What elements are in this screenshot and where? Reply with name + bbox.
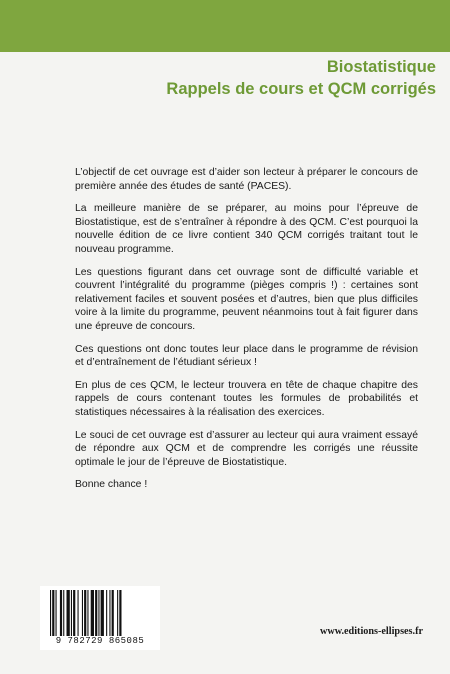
paragraph-revision: Ces questions ont donc toutes leur place dans le programme de révision et d’entraînement de l’étudiant sérieux !	[75, 343, 418, 369]
barcode-stripe	[112, 590, 114, 636]
barcode-stripe	[109, 590, 110, 636]
barcode-bars	[48, 590, 154, 636]
paragraph-good-luck: Bonne chance !	[75, 479, 148, 491]
barcode-stripe	[73, 590, 75, 636]
barcode-digits: 9 782729 865085	[55, 636, 145, 646]
paragraph-objective: L’objectif de cet ouvrage est d’aider son lecteur à préparer le concours de première année des études de santé (PACES).	[75, 167, 418, 192]
barcode-stripe	[56, 590, 57, 636]
book-subtitle: Rappels de cours et QCM corrigés	[166, 80, 436, 98]
barcode-stripe	[67, 590, 70, 636]
barcode-stripe	[82, 590, 83, 636]
barcode-stripe	[101, 590, 104, 636]
paragraph-questions: Les questions figurant dans cet ouvrage sont de difficulté variable et couvrent l’intégralité du programme (pièges compris !) : certaines sont relativement faciles et souvent posées et d’autres, bien que plus difficiles voire à la limite du programme, peuvent néanmoins tout à fait figurer dans une épreuve de concours.	[75, 266, 418, 332]
title-block	[166, 56, 436, 101]
green-header-band	[0, 0, 450, 52]
barcode-stripe	[60, 590, 62, 636]
description-text	[75, 166, 418, 501]
barcode-stripe	[87, 590, 88, 636]
barcode-stripe	[63, 590, 64, 636]
barcode-stripe	[52, 590, 54, 636]
barcode-stripe	[84, 590, 86, 636]
barcode-stripe	[95, 590, 97, 636]
barcode-stripe	[50, 590, 51, 636]
paragraph-course-reminders: En plus de ces QCM, le lecteur trouvera en tête de chaque chapitre des rappels de cours contenant toutes les formules de probabilités et statistiques nécessaires à la réalisation des exercices.	[75, 379, 418, 418]
barcode-stripe	[78, 590, 79, 636]
barcode-stripe	[106, 590, 107, 636]
barcode	[40, 586, 160, 650]
paragraph-goal: Le souci de cet ouvrage est d’assurer au lecteur qui aura vraiment essayé de répondre aux QCM et de comprendre les corrigés une réussite optimale le jour de l’épreuve de Biostatistique.	[75, 429, 418, 468]
publisher-website: www.editions-ellipses.fr	[319, 626, 423, 637]
barcode-stripe	[98, 590, 99, 636]
barcode-stripe	[119, 590, 121, 636]
book-title: Biostatistique	[326, 58, 436, 76]
paragraph-preparation: La meilleure manière de se préparer, au moins pour l’épreuve de Biostatistique, est de s’entraîner à répondre à des QCM. C’est pourquoi la nouvelle édition de ce livre contient 340 QCM corrigés traitant tout le nouveau programme.	[75, 203, 418, 255]
barcode-stripe	[117, 590, 118, 636]
barcode-stripe	[91, 590, 94, 636]
barcode-stripe	[71, 590, 72, 636]
